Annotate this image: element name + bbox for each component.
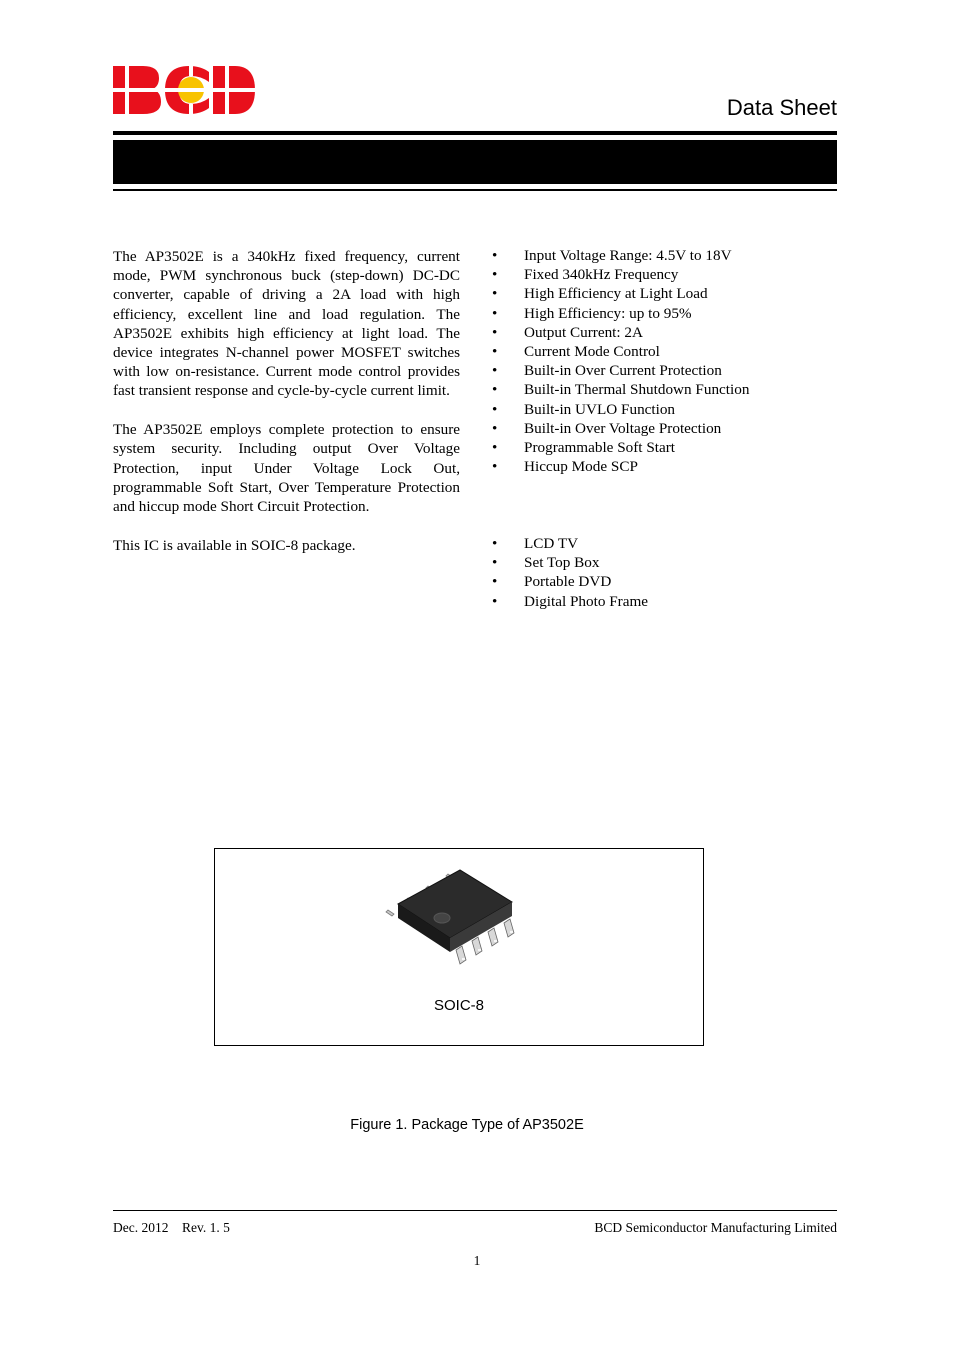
description-paragraph-3: This IC is available in SOIC-8 package. [113, 536, 356, 554]
footer-revision: Rev. 1. 5 [181, 1220, 230, 1235]
features-list [492, 246, 837, 476]
feature-item: • Programmable Soft Start [492, 438, 837, 457]
general-description [113, 247, 460, 555]
description-paragraph-2: The AP3502E employs complete protection to ensure system security. Including output Over Voltage Protection, input Under Voltage Lock Out, programmable Soft Start, Over Temperature Protection and hiccup mode Short Circuit Protection. [113, 421, 460, 516]
feature-item: • Input Voltage Range: 4.5V to 18V [492, 246, 837, 265]
figure-caption: Figure 1. Package Type of AP3502E [350, 1117, 584, 1133]
document-type-title: Data Sheet [726, 95, 837, 120]
header-rule-thick [113, 131, 837, 135]
feature-item: • Built-in UVLO Function [492, 400, 837, 419]
title-banner [113, 140, 837, 184]
page-number: 1 [473, 1253, 481, 1268]
logo-mark-shape [189, 64, 193, 76]
feature-item: • Built-in Over Current Protection [492, 361, 837, 380]
application-item: • LCD TV [492, 534, 837, 553]
description-paragraph-1: The AP3502E is a 340kHz fixed frequency, current mode, PWM synchronous buck (step-down) DC-DC converter, capable of driving a 2A load with high efficiency, excellent line and load regulation. The AP3502E exhibits high efficiency at light load. The device integrates N-channel power MOSFET switches with low on-resistance. Current mode control provides fast transient response and cycle-by-cycle current limit. [113, 248, 460, 400]
package-label: SOIC-8 [433, 997, 484, 1014]
footer-rule [113, 1210, 837, 1211]
feature-item: • High Efficiency: up to 95% [492, 304, 837, 323]
logo-mark-shape [125, 64, 129, 116]
logo-mark-shape [225, 64, 229, 116]
applications-list [492, 534, 837, 611]
bcd-logo-mark [113, 64, 255, 116]
logo-mark-shape [113, 88, 255, 92]
feature-item: • Built-in Thermal Shutdown Function [492, 380, 837, 399]
feature-item: • Built-in Over Voltage Protection [492, 419, 837, 438]
application-item: • Portable DVD [492, 572, 837, 591]
feature-item: • High Efficiency at Light Load [492, 284, 837, 303]
feature-item: • Hiccup Mode SCP [492, 457, 837, 476]
logo-mark-shape [189, 104, 193, 116]
application-item: • Digital Photo Frame [492, 592, 837, 611]
footer-date: Dec. 2012 [113, 1220, 169, 1235]
application-item: • Set Top Box [492, 553, 837, 572]
feature-item: • Fixed 340kHz Frequency [492, 265, 837, 284]
footer-company: BCD Semiconductor Manufacturing Limited [594, 1220, 837, 1235]
header-rule-thin [113, 189, 837, 191]
feature-item: • Output Current: 2A [492, 323, 837, 342]
bcd-logo [113, 64, 255, 116]
soic8-chip-image [378, 866, 528, 970]
footer-date-revision [113, 1219, 230, 1237]
feature-item: • Current Mode Control [492, 342, 837, 361]
